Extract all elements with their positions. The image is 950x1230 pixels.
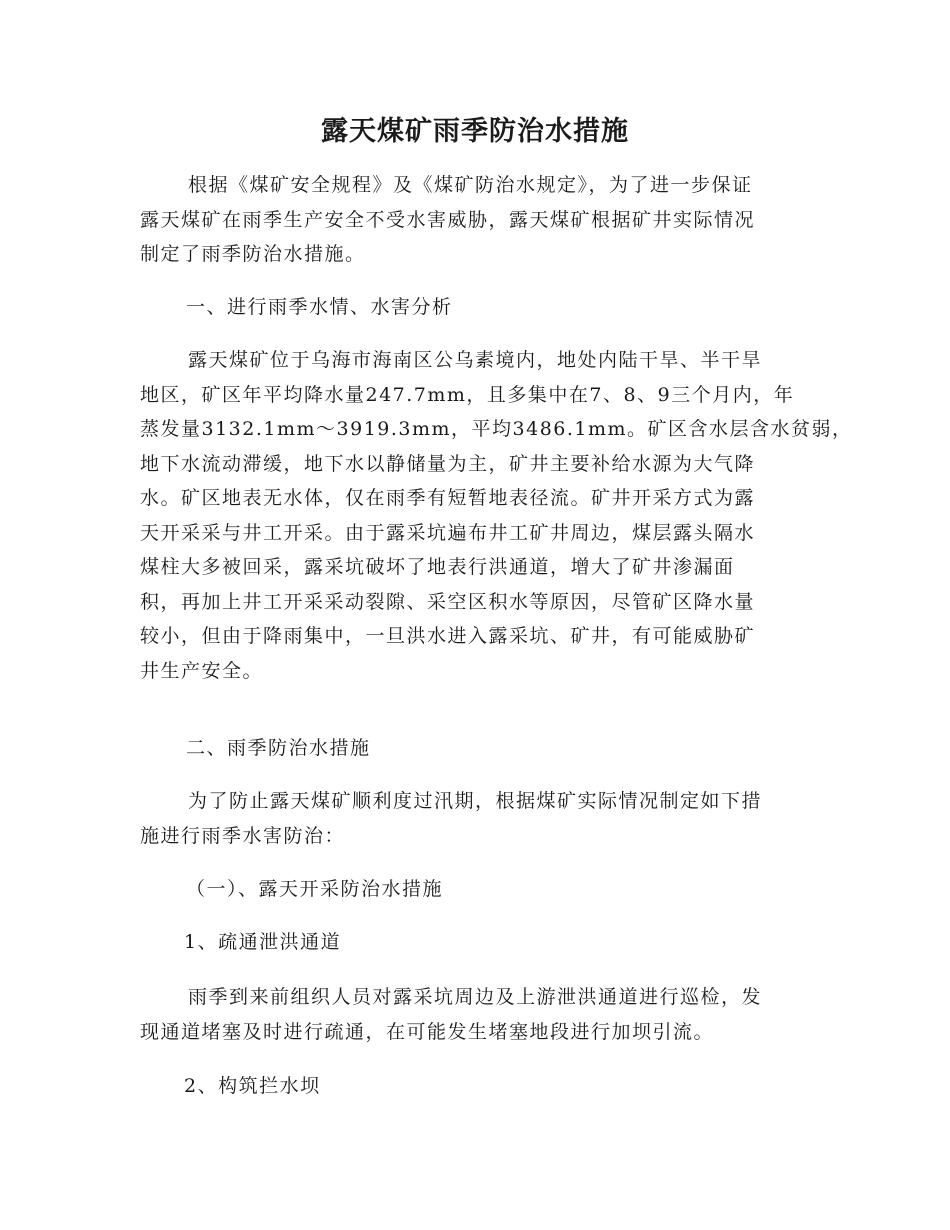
intro-line: 露天煤矿在雨季生产安全不受水害威胁，露天煤矿根据矿井实际情况 (140, 208, 756, 231)
analysis-paragraph (140, 343, 853, 688)
analysis-line: 较小，但由于降雨集中，一旦洪水进入露采坑、矿井，有可能威胁矿 (140, 625, 756, 647)
item-title-text: 1、疏通泄洪通道 (184, 931, 342, 953)
analysis-line: 地区，矿区年平均降水量247.7mm，且多集中在7、8、9三个月内，年 (140, 383, 795, 406)
item-1-title (140, 925, 810, 960)
analysis-line: 水。矿区地表无水体，仅在雨季有短暂地表径流。矿井开采方式为露 (140, 487, 756, 509)
measures-intro-line: 为了防止露天煤矿顺利度过汛期，根据煤矿实际情况制定如下措 (188, 790, 763, 812)
measures-intro-line: 施进行雨季水害防治： (140, 824, 346, 847)
subheading-text: （一）、露天开采防治水措施 (186, 878, 444, 900)
analysis-line: 煤柱大多被回采，露采坑破坏了地表行洪通道，增大了矿井渗漏面 (140, 556, 735, 578)
intro-paragraph (140, 168, 810, 272)
analysis-line: 地下水流动滞缓，地下水以静储量为主，矿井主要补给水源为大气降 (140, 452, 756, 475)
section-heading-2 (140, 731, 810, 766)
item-1-line: 雨季到来前组织人员对露采坑周边及上游泄洪通道进行巡检，发 (188, 986, 763, 1008)
item-2-title (140, 1069, 810, 1104)
section-heading-text: 一、进行雨季水情、水害分析 (186, 296, 453, 318)
item-title-text: 2、构筑拦水坝 (184, 1075, 321, 1097)
item-1-line: 现通道堵塞及时进行疏通，在可能发生堵塞地段进行加坝引流。 (140, 1020, 715, 1043)
analysis-line: 露天煤矿位于乌海市海南区公乌素境内，地处内陆干旱、半干旱 (188, 349, 763, 371)
intro-line: 根据《煤矿安全规程》及《煤矿防治水规定》，为了进一步保证 (188, 174, 753, 196)
intro-line: 制定了雨季防治水措施。 (140, 243, 366, 265)
analysis-line: 天开采采与井工开采。由于露采坑遍布井工矿井周边，煤层露头隔水 (140, 521, 756, 544)
analysis-line: 蒸发量3132.1mm～3919.3mm，平均3486.1mm。矿区含水层含水贫弱， (140, 418, 853, 440)
analysis-line: 井生产安全。 (140, 659, 264, 682)
analysis-line: 积，再加上井工开采采动裂隙、采空区积水等原因，尽管矿区降水量 (140, 590, 756, 613)
section-heading-1 (140, 290, 810, 325)
measures-intro-paragraph (140, 784, 810, 853)
item-1-paragraph (140, 980, 810, 1049)
document-title: 露天煤矿雨季防治水措施 (321, 116, 629, 147)
section-heading-text: 二、雨季防治水措施 (186, 737, 371, 759)
subheading-1 (140, 872, 810, 907)
